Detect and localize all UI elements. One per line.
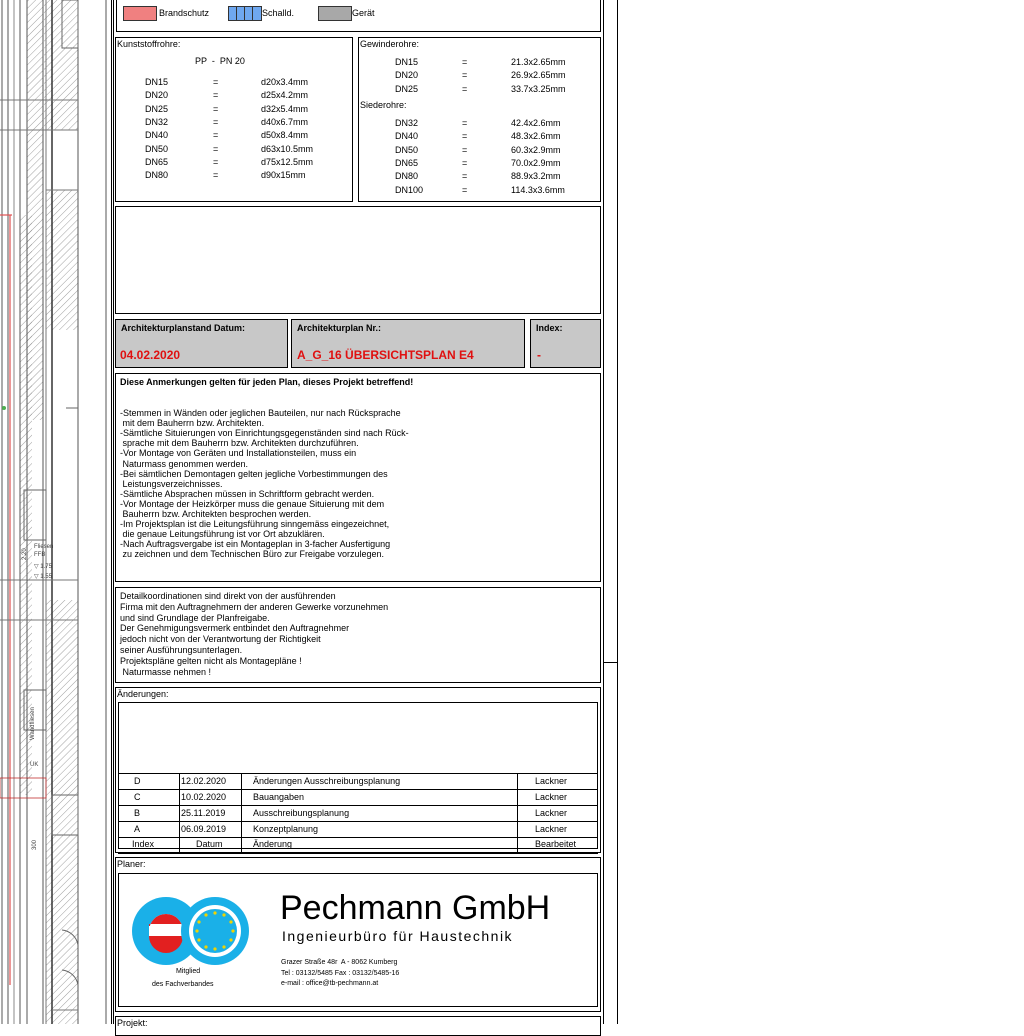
changes-index: C [134,792,141,802]
member-text-2: des Fachverbandes [152,981,214,988]
siede-title: Siederohre: [360,100,407,110]
notes-box [115,373,601,582]
member-text-1: Mitglied [176,968,201,975]
architektur-datum-label: Architekturplanstand Datum: [121,323,246,333]
drawing-label-4: ▽ 1.75 [34,564,52,570]
gewinde-eq: = [462,83,468,94]
kunststoff-dim: d25x4.2mm [261,90,309,101]
changes-header-datum: Datum [196,839,223,849]
legend-box [116,0,601,32]
siede-dn: DN100 [395,184,424,195]
kunststoff-eq: = [213,116,219,127]
frame-tick [603,662,617,663]
gewinde-eq: = [462,57,468,67]
kunststoff-eq: = [213,90,219,101]
company-address: Grazer Straße 48r A - 8062 Kumberg [281,959,398,966]
kunststoff-eq: = [213,103,219,114]
gewinde-box [358,37,601,202]
siede-eq: = [462,184,468,195]
siede-dim: 114.3x3.6mm [511,184,565,195]
changes-datum: 06.09.2019 [181,824,227,834]
kunststoff-eq: = [213,170,219,181]
drawing-label-2: Fliesen [34,544,54,550]
changes-header-aenderung: Änderung [253,839,293,849]
changes-aenderung: Ausschreibungsplanung [253,808,350,818]
kunststoff-dim: d63x10.5mm [261,143,314,154]
projekt-box [115,1016,601,1036]
legend-label-geraet: Gerät [352,8,375,18]
drawing-label-6: 2.20 [22,548,28,560]
kunststoff-dim: d90x15mm [261,170,306,181]
drawing-label-3: FFB [34,552,46,558]
kunststoff-dn: DN80 [145,170,169,181]
changes-datum: 10.02.2020 [181,792,227,802]
drawing-label-8: 300 [32,839,38,850]
changes-datum: 12.02.2020 [181,776,227,786]
kunststoff-subtitle: PP - PN 20 [195,56,245,66]
floorplan-svg [0,0,112,1024]
coordination-line: Der Genehmigungsvermerk entbindet den Auftragnehmer [120,623,350,634]
member-logo [130,896,252,968]
gewinde-eq: = [462,70,468,81]
architektur-plan-value: A_G_16 ÜBERSICHTSPLAN E4 [297,348,474,362]
coordination-line: Naturmasse nehmen ! [120,666,212,677]
company-phone: Tel : 03132/5485 Fax : 03132/5485-16 [281,970,400,977]
changes-row-line [118,789,598,790]
architektur-index-value: - [537,348,541,362]
siede-eq: = [462,131,468,142]
siede-dim: 48.3x2.6mm [511,131,561,142]
architektur-datum-value: 04.02.2020 [120,348,181,362]
kunststoff-eq: = [213,143,219,154]
kunststoff-eq: = [213,130,219,141]
siede-dn: DN80 [395,171,419,182]
kunststoff-title: Kunststoffrohre: [117,39,181,49]
siede-dim: 42.4x2.6mm [511,118,561,128]
company-name: Pechmann GmbH [280,889,551,927]
notes-heading: Diese Anmerkungen gelten für jeden Plan, dieses Projekt betreffend! [120,377,414,387]
coordination-line: Firma mit den Auftragnehmern der anderen Gewerke vorzunehmen [120,601,389,612]
coordination-line: Detailkoordinationen sind direkt von der ausführenden [120,591,336,601]
changes-row-line [118,837,598,838]
kunststoff-dn: DN65 [145,156,169,167]
architektur-index-label: Index: [536,323,563,333]
frame-left-line [111,0,112,1024]
kunststoff-dn: DN25 [145,103,169,114]
kunststoff-dn: DN20 [145,90,169,101]
gewinde-dn: DN25 [395,83,419,94]
architektur-datum-box [115,319,288,368]
changes-col-line [517,773,518,853]
empty-box [115,206,601,314]
projekt-label: Projekt: [117,1018,148,1028]
changes-bearbeitet: Lackner [535,792,568,802]
legend-label-brandschutz: Brandschutz [159,8,210,18]
kunststoff-box [115,37,353,202]
notes-line: -Bei sämtlichen Demontagen gelten jegliche Vorbestimmungen des [120,468,388,479]
changes-col-line [179,773,180,853]
notes-line: mit dem Bauherrn bzw. Architekten. [120,418,265,429]
changes-aenderung: Änderungen Ausschreibungsplanung [253,776,401,786]
frame-outer-right-line [617,0,618,1024]
architektur-plan-box [291,319,525,368]
coordination-box [115,587,601,683]
notes-line: -Sämtliche Situierungen von Einrichtungsgegenständen sind nach Rück- [120,428,409,439]
drawing-label-1: Wandfliesen [30,707,36,740]
notes-line: -Stemmen in Wänden oder jeglichen Bauteilen, nur nach Rücksprache [120,408,401,418]
kunststoff-dim: d32x5.4mm [261,103,309,114]
changes-bearbeitet: Lackner [535,776,568,786]
kunststoff-dim: d75x12.5mm [261,156,314,167]
siede-eq: = [462,171,468,182]
changes-bearbeitet: Lackner [535,808,568,818]
siede-dim: 88.9x3.2mm [511,171,561,182]
company-email: e-mail : office@tb-pechmann.at [281,980,379,987]
coordination-line: Projektspläne gelten nicht als Montagepläne ! [120,655,302,666]
planer-box [115,857,601,1012]
legend-swatch-schalld [228,6,262,21]
legend-swatch-brandschutz [123,6,157,21]
changes-title: Änderungen: [117,689,169,699]
notes-line: sprache mit dem Bauherrn bzw. Architekten durchzuführen. [120,438,359,449]
gewinde-dim: 33.7x3.25mm [511,83,566,94]
kunststoff-dim: d40x6.7mm [261,116,309,127]
changes-row-line [118,805,598,806]
drawing-label-7: UK [30,762,39,768]
gewinde-title: Gewinderohre: [360,39,420,49]
changes-header-index: Index [132,839,155,849]
architektur-plan-label: Architekturplan Nr.: [297,323,382,333]
legend-swatch-geraet [318,6,352,21]
coordination-line: jedoch nicht von der Verantwortung der Richtigkeit [120,634,321,645]
siede-dim: 60.3x2.9mm [511,144,561,155]
floorplan-drawing [0,0,112,1024]
legend-label-schalld: Schalld. [262,8,295,18]
changes-header-bearbeitet: Bearbeitet [535,839,577,849]
siede-dn: DN40 [395,131,419,142]
gewinde-dim: 26.9x2.65mm [511,70,566,81]
changes-aenderung: Bauangaben [253,792,305,802]
kunststoff-dim: d50x8.4mm [261,130,309,141]
changes-index: D [134,776,141,786]
kunststoff-dim: d20x3.4mm [261,77,309,87]
gewinde-dn: DN15 [395,57,419,67]
frame-right-line [603,0,604,1024]
kunststoff-eq: = [213,156,219,167]
siede-eq: = [462,157,468,168]
changes-bearbeitet: Lackner [535,824,568,834]
gewinde-dn: DN20 [395,70,419,81]
changes-index: B [134,808,141,818]
notes-line: zu zeichnen und dem Technischen Büro zur Freigabe vorzulegen. [120,549,384,560]
notes-line: -Vor Montage von Geräten und Installationsteilen, muss ein [120,448,357,459]
coordination-line: seiner Ausführungsunterlagen. [120,645,243,655]
notes-line: -Nach Auftragsvergabe ist ein Montageplan in 3-facher Ausfertigung [120,539,391,550]
planer-label: Planer: [117,859,146,869]
changes-datum: 25.11.2019 [181,808,226,818]
siede-dn: DN32 [395,118,419,128]
coordination-line: und sind Grundlage der Planfreigabe. [120,612,270,623]
kunststoff-dn: DN40 [145,130,169,141]
notes-line: -Sämtliche Absprachen müssen in Schriftform gebracht werden. [120,488,375,499]
changes-col-line [241,773,242,853]
siede-eq: = [462,118,468,128]
siede-dn: DN50 [395,144,419,155]
siede-eq: = [462,144,468,155]
gewinde-dim: 21.3x2.65mm [511,57,566,67]
kunststoff-dn: DN50 [145,143,169,154]
kunststoff-dn: DN15 [145,77,169,87]
notes-line: -Im Projektsplan ist die Leitungsführung sinngemäss eingezeichnet, [120,519,390,530]
siede-dn: DN65 [395,157,419,168]
notes-line: die genaue Leitungsführung ist vor Ort abzuklären. [120,529,325,540]
changes-box [115,687,601,853]
kunststoff-dn: DN32 [145,116,169,127]
notes-line: -Vor Montage der Heizkörper muss die genaue Situierung mit dem [120,498,385,509]
drawing-label-5: ▽ 1.55 [34,574,52,580]
company-subtitle: Ingenieurbüro für Haustechnik [282,928,514,944]
changes-row-line [118,853,598,854]
changes-index: A [134,824,141,834]
changes-row-line [118,821,598,822]
notes-line: Leistungsverzeichnisses. [120,478,223,489]
notes-line: Bauherrn bzw. Architekten besprochen werden. [120,509,312,519]
frame-left-line-2 [113,0,114,1024]
notes-line: Naturmass genommen werden. [120,458,249,469]
kunststoff-eq: = [213,77,219,87]
changes-row-line [118,773,598,774]
siede-dim: 70.0x2.9mm [511,157,561,168]
architektur-index-box [530,319,601,368]
changes-aenderung: Konzeptplanung [253,824,319,834]
